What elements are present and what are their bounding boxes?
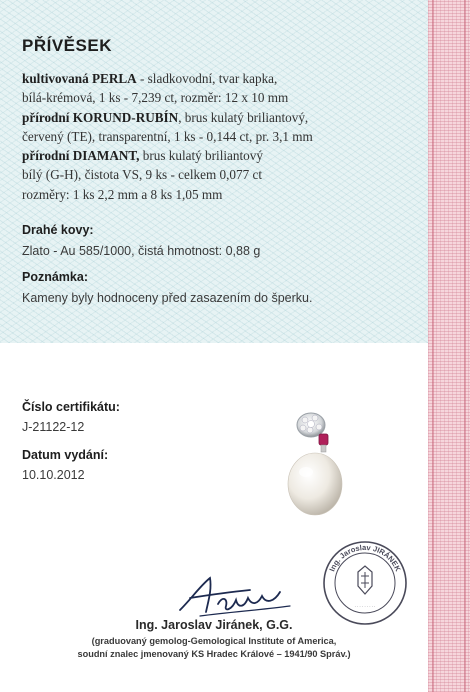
description-line: bílá-krémová, 1 ks - 7,239 ct, rozměr: 12 x 10 mm bbox=[22, 90, 289, 106]
signatory-name: Ing. Jaroslav Jiránek, G.G. bbox=[135, 618, 293, 632]
signatory-title-line2: soudní znalec jmenovaný KS Hradec Králové – 1941/90 Správ.) bbox=[77, 649, 351, 659]
handwritten-signature bbox=[170, 568, 300, 623]
signatory-title-line1: (graduovaný gemolog-Gemological Institute of America, bbox=[91, 636, 337, 646]
note-label: Poznámka: bbox=[22, 270, 88, 284]
cert-number-value: J-21122-12 bbox=[22, 420, 85, 434]
seal-text: Ing. Jaroslav JIRÁNEK bbox=[327, 542, 403, 573]
metals-value: Zlato - Au 585/1000, čistá hmotnost: 0,88 g bbox=[22, 244, 261, 258]
issue-date-label: Datum vydání: bbox=[22, 448, 109, 462]
description-line: bílý (G-H), čistota VS, 9 ks - celkem 0,077 ct bbox=[22, 167, 263, 183]
description-line: přírodní DIAMANT, brus kulatý briliantový bbox=[22, 148, 263, 164]
pendant-image bbox=[265, 392, 355, 522]
item-description bbox=[22, 69, 422, 204]
decorative-border bbox=[428, 0, 470, 692]
cert-number-label: Číslo certifikátu: bbox=[22, 400, 120, 414]
description-line: rozměry: 1 ks 2,2 mm a 8 ks 1,05 mm bbox=[22, 186, 223, 202]
description-line: kultivovaná PERLA - sladkovodní, tvar kapka, bbox=[22, 71, 278, 86]
svg-text:· · · · · · · · ·: · · · · · · · · · bbox=[354, 604, 376, 609]
page-title: PŘÍVĚSEK bbox=[22, 36, 112, 55]
issue-date-value: 10.10.2012 bbox=[22, 468, 85, 482]
note-value: Kameny byly hodnoceny před zasazením do šperku. bbox=[22, 291, 313, 305]
description-line: červený (TE), transparentní, 1 ks - 0,144 ct, pr. 3,1 mm bbox=[22, 128, 313, 144]
metals-label: Drahé kovy: bbox=[22, 223, 94, 237]
seal-stamp bbox=[320, 538, 410, 628]
description-line: přírodní KORUND-RUBÍN, brus kulatý briliantový, bbox=[22, 109, 309, 125]
